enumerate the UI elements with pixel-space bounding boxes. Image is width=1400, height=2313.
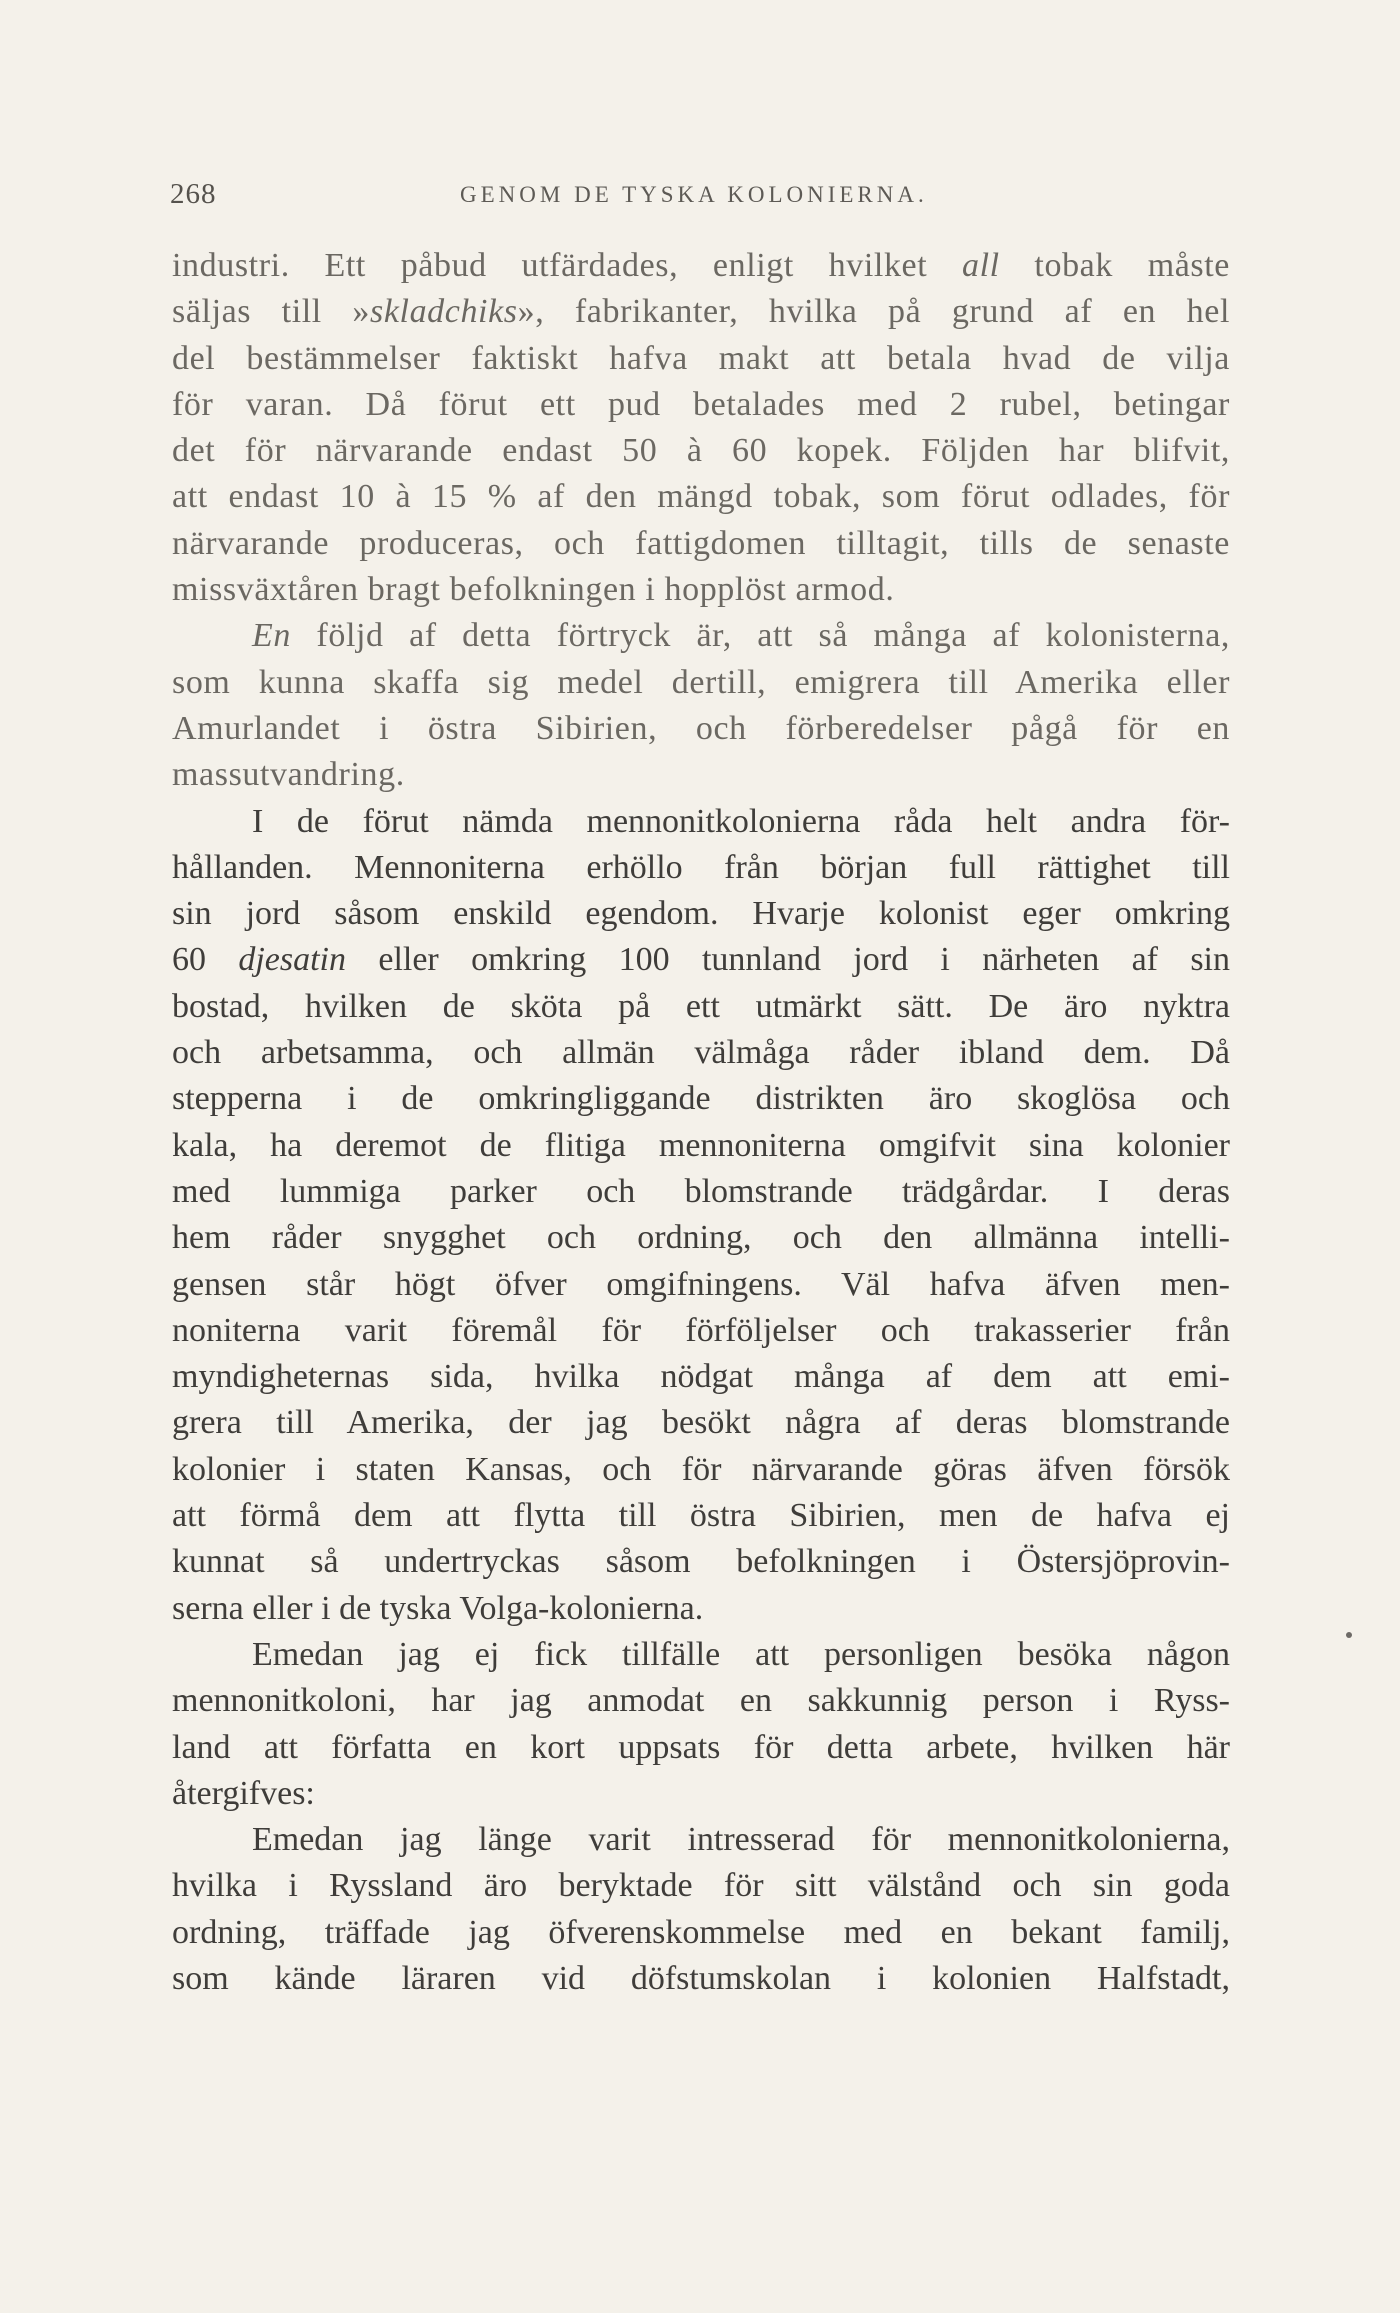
- text-segment: land att författa en kort uppsats för detta arbete, hvilken här: [172, 1728, 1230, 1766]
- text-segment: myndigheternas sida, hvilka nödgat många af dem att emi-: [172, 1358, 1230, 1396]
- text-line: [172, 1308, 1230, 1354]
- text-line: [172, 1030, 1230, 1076]
- text-segment: det för närvarande endast 50 à 60 kopek. Följden har blifvit,: [172, 432, 1230, 470]
- text-line: [172, 1123, 1230, 1169]
- text-line: [172, 984, 1230, 1030]
- text-segment: gensen står högt öfver omgifningens. Väl hafva äfven men-: [172, 1265, 1230, 1303]
- text-segment: kunnat så undertryckas såsom befolkningen i Östersjöprovin-: [172, 1543, 1230, 1581]
- text-segment: I de förut nämda mennonitkolonierna råda helt andra för-: [252, 802, 1230, 840]
- text-line: [172, 937, 1230, 983]
- text-segment: missväxtåren bragt befolkningen i hopplöst armod.: [172, 571, 895, 609]
- text-segment: industri. Ett påbud utfärdades, enligt hvilket: [172, 247, 963, 284]
- text-segment: som kunna skaffa sig medel dertill, emigrera till Amerika eller: [172, 663, 1230, 701]
- text-line: [172, 1863, 1230, 1909]
- text-segment: 60: [172, 941, 239, 979]
- text-segment: med lummiga parker och blomstrande trädgårdar. I deras: [172, 1172, 1230, 1210]
- text-segment: hvilka i Ryssland äro beryktade för sitt välstånd och sin goda: [172, 1867, 1230, 1905]
- italic-text: all: [962, 247, 1000, 284]
- text-line: [172, 1956, 1230, 2002]
- italic-text: skladchiks: [370, 293, 518, 331]
- text-line: [172, 613, 1230, 659]
- text-segment: kolonier i staten Kansas, och för närvarande göras äfven försök: [172, 1450, 1230, 1488]
- text-segment: närvarande produceras, och fattigdomen tilltagit, tills de senaste: [172, 524, 1230, 562]
- text-segment: Emedan jag länge varit intresserad för mennonitkolonierna,: [252, 1821, 1230, 1859]
- text-line: [172, 752, 1230, 798]
- text-segment: för varan. Då förut ett pud betalades med 2 rubel, betingar: [172, 385, 1230, 423]
- text-line: [172, 706, 1230, 752]
- text-segment: del bestämmelser faktiskt hafva makt att betala hvad de vilja: [172, 339, 1230, 377]
- text-line: [172, 1215, 1230, 1261]
- text-line: [172, 382, 1230, 428]
- text-line: [172, 474, 1230, 520]
- text-line: [172, 428, 1230, 474]
- text-segment: säljas till »: [172, 293, 370, 331]
- text-segment: hållanden. Mennoniterna erhöllo från början full rättighet till: [172, 848, 1230, 886]
- running-title: GENOM DE TYSKA KOLONIERNA.: [460, 182, 928, 207]
- text-line: [172, 289, 1230, 335]
- text-segment: och arbetsamma, och allmän välmåga råder ibland dem. Då: [172, 1034, 1230, 1072]
- text-segment: Amurlandet i östra Sibirien, och förberedelser pågå för en: [172, 709, 1230, 747]
- margin-ink-speck: [1346, 1632, 1352, 1638]
- text-line: [172, 1354, 1230, 1400]
- text-line: [172, 660, 1230, 706]
- text-line: [172, 799, 1230, 845]
- italic-text: djesatin: [238, 941, 347, 979]
- text-line: [172, 1725, 1230, 1771]
- text-segment: noniterna varit föremål för förföljelser och trakasserier från: [172, 1311, 1230, 1349]
- text-segment: mennonitkoloni, har jag anmodat en sakkunnig person i Ryss-: [172, 1682, 1230, 1720]
- text-line: [172, 1262, 1230, 1308]
- text-segment: stepperna i de omkringliggande distrikten äro skoglösa och: [172, 1080, 1230, 1118]
- text-line: [172, 1817, 1230, 1863]
- text-line: [172, 1910, 1230, 1956]
- text-segment: », fabrikanter, hvilka på grund af en hel: [517, 293, 1230, 331]
- page-number: 268: [170, 178, 217, 210]
- text-segment: massutvandring.: [172, 756, 405, 794]
- text-segment: att endast 10 à 15 % af den mängd tobak, som förut odlades, för: [172, 478, 1230, 516]
- text-line: [172, 1400, 1230, 1446]
- text-segment: bostad, hvilken de sköta på ett utmärkt sätt. De äro nyktra: [172, 987, 1230, 1025]
- text-segment: sin jord såsom enskild egendom. Hvarje kolonist eger omkring: [172, 895, 1230, 933]
- text-line: [172, 1076, 1230, 1122]
- text-segment: som kände läraren vid döfstumskolan i kolonien Halfstadt,: [172, 1959, 1230, 1997]
- text-segment: serna eller i de tyska Volga-kolonierna.: [172, 1589, 704, 1627]
- text-line: [172, 1493, 1230, 1539]
- text-segment: att förmå dem att flytta till östra Sibirien, men de hafva ej: [172, 1497, 1230, 1535]
- text-segment: följd af detta förtryck är, att så många af kolonisterna,: [290, 617, 1230, 655]
- body-text: [172, 243, 1230, 2002]
- text-line: [172, 521, 1230, 567]
- text-line: [172, 1678, 1230, 1724]
- text-segment: kala, ha deremot de flitiga mennoniterna omgifvit sina kolonier: [172, 1126, 1230, 1164]
- text-line: [172, 1447, 1230, 1493]
- text-segment: ordning, träffade jag öfverenskommelse med en bekant familj,: [172, 1913, 1230, 1951]
- text-segment: hem råder snygghet och ordning, och den allmänna intelli-: [172, 1219, 1230, 1257]
- text-segment: grera till Amerika, der jag besökt några af deras blomstrande: [172, 1404, 1230, 1442]
- text-segment: återgifves:: [172, 1774, 315, 1812]
- text-segment: Emedan jag ej fick tillfälle att personligen besöka någon: [252, 1635, 1230, 1673]
- text-segment: eller omkring 100 tunnland jord i närheten af sin: [346, 941, 1230, 979]
- text-line: [172, 336, 1230, 382]
- text-line: [172, 1586, 1230, 1632]
- text-line: [172, 1169, 1230, 1215]
- page-header: [170, 178, 1230, 218]
- italic-text: En: [252, 617, 291, 655]
- text-line: [172, 1632, 1230, 1678]
- text-line: [172, 1539, 1230, 1585]
- text-line: [172, 845, 1230, 891]
- text-line: [172, 1771, 1230, 1817]
- text-segment: tobak måste: [999, 247, 1230, 284]
- text-line: [172, 891, 1230, 937]
- text-line: [172, 567, 1230, 613]
- text-line: [172, 243, 1230, 289]
